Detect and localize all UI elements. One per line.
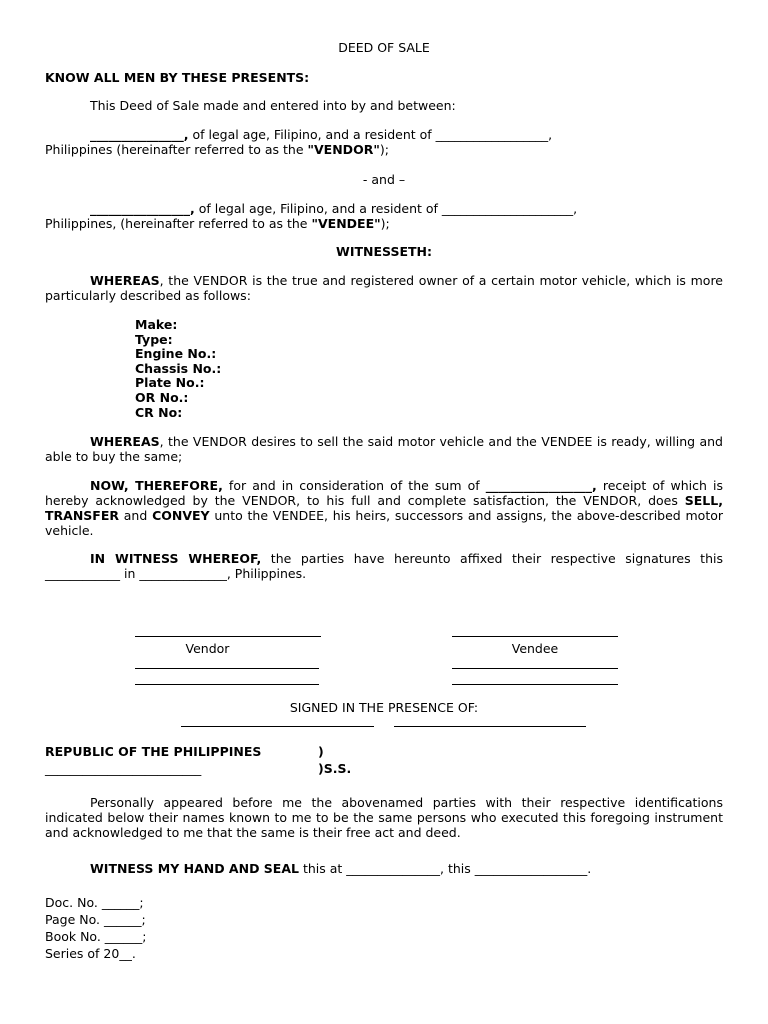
vendee-party-paragraph: ________________, of legal age, Filipino, and a resident of _____________________, Philippines, (hereinafter referred to as the "VENDEE"); (45, 201, 578, 231)
personally-appeared-paragraph: Personally appeared before me the abovenamed parties with their respective identifications indicated below their names known to me to be the same persons who executed this foregoing instrument and acknowledged to me that the same is their free act and deed. (45, 795, 723, 840)
notary-date-blank: __________________ (474, 861, 588, 876)
vendor-id-line-1 (135, 668, 319, 669)
in-witness-paragraph: IN WITNESS WHEREOF, the parties have hereunto affixed their respective signatures this ____________ in ______________, Philippines. (45, 551, 723, 581)
vendor-name-blank: _______________, (90, 127, 189, 142)
vendor-label: Vendor (185, 641, 230, 656)
signing-date-blank: ____________ (45, 566, 120, 581)
vehicle-field-make: Make: (135, 317, 178, 332)
republic-paren: ) (318, 744, 324, 759)
vendee-name-blank: ________________, (90, 201, 195, 216)
witness-hand-paragraph: WITNESS MY HAND AND SEAL this at _______________, this __________________. (90, 861, 592, 876)
vendor-role: "VENDOR" (307, 142, 380, 157)
vendee-role: "VENDEE" (311, 216, 381, 231)
preamble: KNOW ALL MEN BY THESE PRESENTS: (45, 70, 310, 85)
doc-number: Doc. No. ______; (45, 895, 144, 910)
vehicle-field-chassis: Chassis No.: (135, 360, 222, 376)
vendee-label: Vendee (511, 641, 559, 656)
vehicle-field-type: Type: (135, 331, 173, 347)
vendor-residence-blank: __________________, (435, 127, 553, 142)
and-separator: - and – (362, 172, 406, 187)
city-blank: _________________________ (45, 761, 202, 776)
book-number: Book No. ______; (45, 929, 147, 944)
vendee-signature-line (452, 636, 618, 637)
vendee-id-line-2 (452, 684, 618, 685)
vendor-party-paragraph: _______________, of legal age, Filipino, and a resident of __________________, Philippines (hereinafter referred to as the "VENDOR"); (45, 127, 553, 157)
vehicle-description-list (135, 318, 221, 420)
now-therefore-paragraph: NOW, THEREFORE, for and in consideration of the sum of _________________, receipt of which is hereby acknowledged by the VENDOR, to his full and complete satisfaction, the VENDOR, does SELL, TRANSFER and CONVEY unto the VENDEE, his heirs, successors and assigns, the above-described motor vehicle. (45, 478, 724, 538)
intro-text: This Deed of Sale made and entered into by and between: (90, 98, 456, 113)
signed-presence-label: SIGNED IN THE PRESENCE OF: (289, 700, 479, 715)
witness-line-2 (394, 726, 586, 727)
signing-place-blank: ______________ (139, 566, 227, 581)
sum-blank: _________________, (485, 478, 597, 493)
series-year: Series of 20__. (45, 946, 136, 961)
ss-marker: )S.S. (318, 761, 352, 776)
vendee-residence-blank: _____________________, (441, 201, 578, 216)
vendor-signature-line (135, 636, 321, 637)
witness-line-1 (181, 726, 374, 727)
document-title: DEED OF SALE (338, 40, 430, 55)
vendee-id-line-1 (452, 668, 618, 669)
notary-place-blank: _______________ (346, 861, 441, 876)
vehicle-field-or: OR No.: (135, 389, 189, 405)
whereas-paragraph-2: WHEREAS, the VENDOR desires to sell the said motor vehicle and the VENDEE is ready, willing and able to buy the same; (45, 434, 723, 464)
vehicle-field-cr: CR No: (135, 404, 183, 420)
vendor-id-line-2 (135, 684, 319, 685)
republic-line: REPUBLIC OF THE PHILIPPINES (45, 744, 262, 759)
whereas-paragraph-1: WHEREAS, the VENDOR is the true and registered owner of a certain motor vehicle, which is more particularly described as follows: (45, 273, 723, 303)
vehicle-field-engine: Engine No.: (135, 346, 217, 362)
vehicle-field-plate: Plate No.: (135, 375, 205, 391)
page-number: Page No. ______; (45, 912, 146, 927)
witnesseth-heading: WITNESSETH: (336, 244, 432, 259)
